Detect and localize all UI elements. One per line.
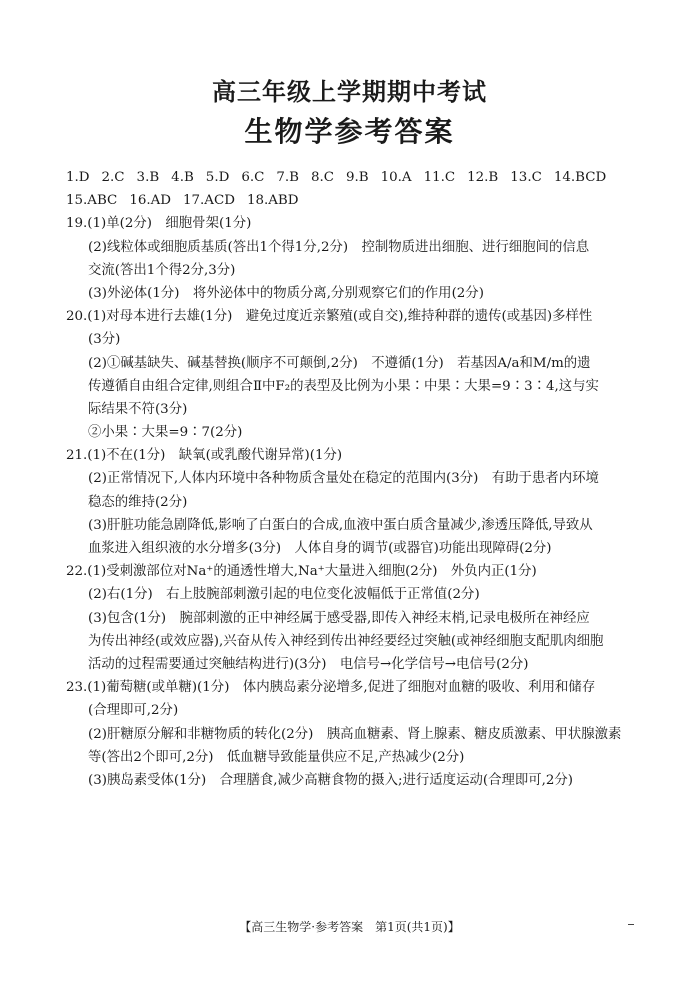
answer-line: (2)肝糖原分解和非糖物质的转化(2分) 胰高血糖素、肾上腺素、糖皮质激素、甲状腺激素 (88, 726, 622, 742)
choice-answer: 6.C (241, 170, 265, 185)
choice-answer: 5.D (205, 170, 230, 185)
answer-line: (2)线粒体或细胞质基质(答出1个得1分,2分) 控制物质进出细胞、进行细胞间的信息 (88, 239, 590, 255)
choice-answer: 10.A (380, 170, 412, 185)
choice-answer: 4.B (171, 170, 194, 185)
choice-answer: 16.AD (129, 193, 172, 209)
choice-answer: 1.D (66, 170, 90, 185)
answer-line: 为传出神经(或效应器),兴奋从传入神经到传出神经要经过突触(或神经细胞支配肌肉细胞 (88, 633, 604, 649)
answer-line: 等(答出2个即可,2分) 低血糖导致能量供应不足,产热减少(2分) (88, 749, 465, 765)
answer-line: (3)肝脏功能急剧降低,影响了白蛋白的合成,血液中蛋白质含量减少,渗透压降低,导致从 (88, 517, 593, 533)
answer-body (66, 166, 642, 792)
answer-line: (2)①碱基缺失、碱基替换(顺序不可颠倒,2分) 不遵循(1分) 若基因A/a和M/m的遗 (88, 355, 591, 371)
choice-answer: 15.ABC (66, 193, 118, 209)
answer-key-title: 生物学参考答案 (244, 115, 455, 148)
footer-mark (628, 924, 634, 925)
answer-line: 20.(1)对母本进行去雄(1分) 避免过度近亲繁殖(或自交),维持种群的遗传(或基因)多样性 (66, 309, 593, 325)
choice-answer: 18.ABD (246, 193, 299, 209)
choice-answer: 3.B (136, 170, 160, 185)
answer-line: 活动的过程需要通过突触结构进行)(3分) 电信号→化学信号→电信号(2分) (88, 656, 529, 672)
answer-line: (3分) (88, 332, 121, 348)
choice-answer: 12.B (467, 170, 499, 185)
answer-line: (3)包含(1分) 腕部刺激的正中神经属于感受器,即传入神经末梢,记录电极所在神经应 (88, 610, 590, 626)
answer-line: (2)右(1分) 右上肢腕部刺激引起的电位变化波幅低于正常值(2分) (88, 587, 480, 603)
choice-answers-row-1 (66, 166, 642, 189)
choice-answer: 11.C (423, 170, 456, 185)
choice-answer: 17.ACD (183, 193, 235, 209)
subjective-answers (66, 212, 642, 792)
answer-line: (3)外泌体(1分) 将外泌体中的物质分离,分别观察它们的作用(2分) (88, 285, 484, 301)
choice-answer: 2.C (101, 170, 125, 185)
choice-answer: 13.C (510, 170, 542, 185)
choice-answers-row-2 (66, 189, 642, 212)
answer-line: 19.(1)单(2分) 细胞骨架(1分) (66, 216, 252, 232)
answer-line: (合理即可,2分) (88, 703, 179, 719)
choice-answer: 14.BCD (553, 170, 607, 185)
answer-line: (3)胰岛素受体(1分) 合理膳食,减少高糖食物的摄入;进行适度运动(合理即可,2分) (88, 772, 574, 788)
exam-title: 高三年级上学期期中考试 (212, 78, 487, 106)
choice-answer: 8.C (310, 170, 334, 185)
answer-line: 23.(1)葡萄糖(或单糖)(1分) 体内胰岛素分泌增多,促进了细胞对血糖的吸收、利用和储存 (66, 680, 596, 696)
answer-line: 22.(1)受刺激部位对Na⁺的通透性增大,Na⁺大量进入细胞(2分) 外负内正(1分) (66, 564, 537, 580)
page-footer: 【高三生物学·参考答案 第1页(共1页)】 (239, 920, 460, 934)
answer-line: ②小果∶大果=9∶7(2分) (88, 425, 243, 441)
answer-line: 交流(答出1个得2分,3分) (88, 262, 236, 278)
choice-answer: 9.B (346, 170, 369, 185)
answer-line: 际结果不符(3分) (88, 401, 188, 417)
answer-line: 稳态的维持(2分) (88, 494, 188, 510)
choice-answer: 7.B (276, 170, 299, 185)
answer-line: 21.(1)不在(1分) 缺氧(或乳酸代谢异常)(1分) (66, 448, 343, 464)
answer-line: 血浆进入组织液的水分增多(3分) 人体自身的调节(或器官)功能出现障碍(2分) (88, 541, 552, 556)
answer-line: 传遵循自由组合定律,则组合Ⅱ中F₂的表型及比例为小果∶中果∶大果=9∶3∶4,这与实 (88, 378, 599, 394)
answer-line: (2)正常情况下,人体内环境中各种物质含量处在稳定的范围内(3分) 有助于患者内环境 (88, 471, 599, 487)
